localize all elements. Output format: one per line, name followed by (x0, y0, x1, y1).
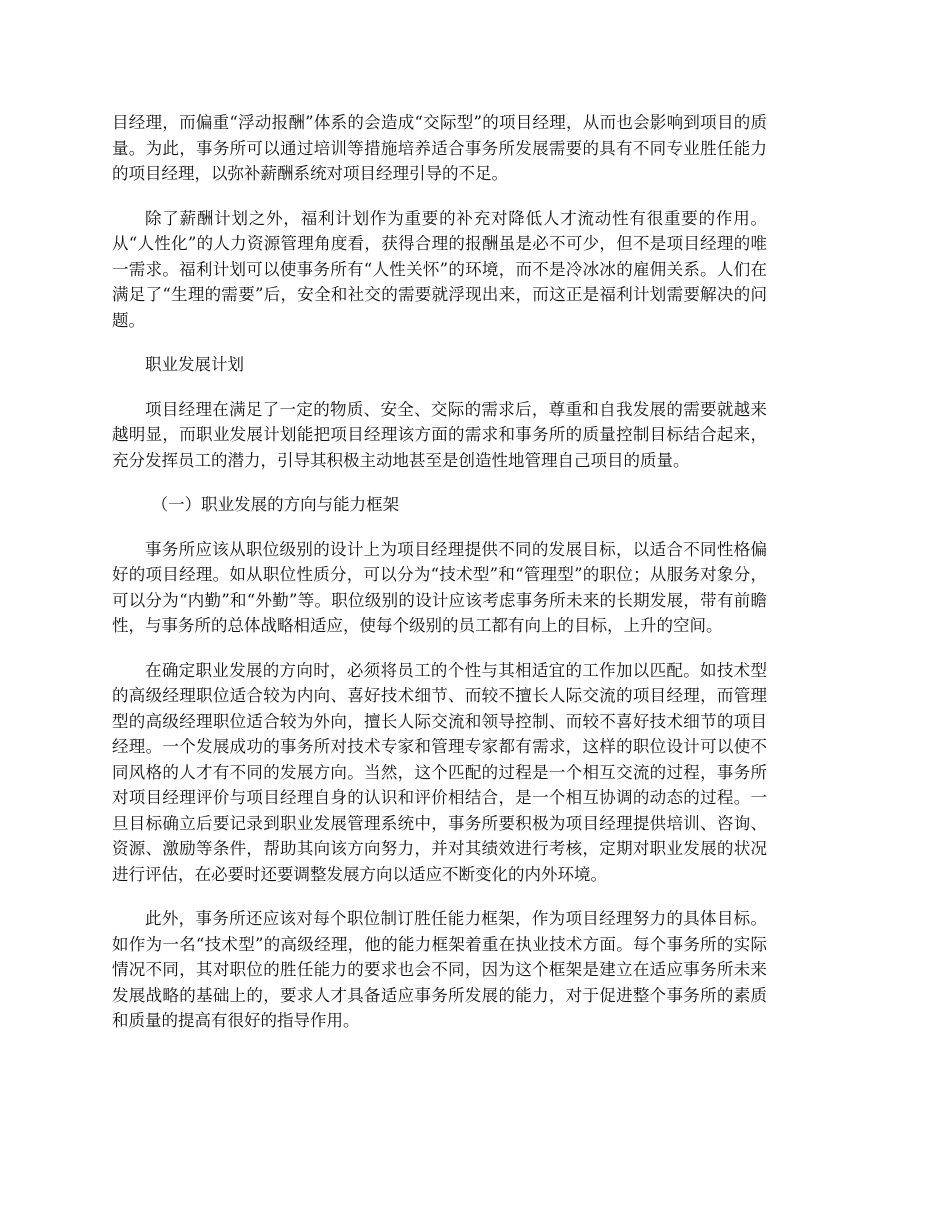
paragraph-continued: 目经理，而偏重“浮动报酬”体系的会造成“交际型”的项目经理，从而也会影响到项目的质量。为此，事务所可以通过培训等措施培养适合事务所发展需要的具有不同专业胜任能力的项目经理，以弥补薪酬系统对项目经理引导的不足。 (112, 113, 767, 183)
paragraph-career-direction: 在确定职业发展的方向时，必须将员工的个性与其相适宜的工作加以匹配。如技术型的高级经理职位适合较为内向、喜好技术细节、而较不擅长人际交流的项目经理，而管理型的高级经理职位适合较为外向，擅长人际交流和领导控制、而较不喜好技术细节的项目经理。一个发展成功的事务所对技术专家和管理专家都有需求，这样的职位设计可以使不同风格的人才有不同的发展方向。当然，这个匹配的过程是一个相互交流的过程，事务所对项目经理评价与项目经理自身的认识和评价相结合，是一个相互协调的动态的过程。一旦目标确立后要记录到职业发展管理系统中，事务所要积极为项目经理提供培训、咨询、资源、激励等条件，帮助其向该方向努力，并对其绩效进行考核，定期对职业发展的状况进行评估，在必要时还要调整发展方向以适应不断变化的内外环境。 (112, 660, 767, 884)
section-heading-career-plan: 职业发展计划 (145, 355, 244, 374)
document-page (112, 110, 767, 1053)
paragraph-welfare-plan: 除了薪酬计划之外，福利计划作为重要的补充对降低人才流动性有很重要的作用。从“人性化”的人力资源管理角度看，获得合理的报酬虽是必不可少，但不是项目经理的唯一需求。福利计划可以使事务所有“人性关怀”的环境，而不是冷冰冰的雇佣关系。人们在满足了“生理的需要”后，安全和社交的需要就浮现出来，而这正是福利计划需要解决的问题。 (112, 208, 767, 330)
paragraph-position-levels: 事务所应该从职位级别的设计上为项目经理提供不同的发展目标，以适合不同性格偏好的项目经理。如从职位性质分，可以分为“技术型”和“管理型”的职位；从服务对象分，可以分为“内勤”和“外勤”等。职位级别的设计应该考虑事务所未来的长期发展，带有前瞻性，与事务所的总体战略相适应，使每个级别的员工都有向上的目标，上升的空间。 (112, 539, 767, 635)
paragraph-competency-framework: 此外，事务所还应该对每个职位制订胜任能力框架，作为项目经理努力的具体目标。如作为一名“技术型”的高级经理，他的能力框架着重在执业技术方面。每个事务所的实际情况不同，其对职位的胜任能力的要求也会不同，因为这个框架是建立在适应事务所未来发展战略的基础上的，要求人才具备适应事务所发展的能力，对于促进整个事务所的素质和质量的提高有很好的指导作用。 (112, 909, 767, 1030)
subsection-heading-direction-framework: （一）职业发展的方向与能力框架 (151, 495, 400, 514)
paragraph-career-plan-intro: 项目经理在满足了一定的物质、安全、交际的需求后，尊重和自我发展的需要就越来越明显，而职业发展计划能把项目经理该方面的需求和事务所的质量控制目标结合起来，充分发挥员工的潜力，引导其积极主动地甚至是创造性地管理自己项目的质量。 (112, 399, 767, 470)
